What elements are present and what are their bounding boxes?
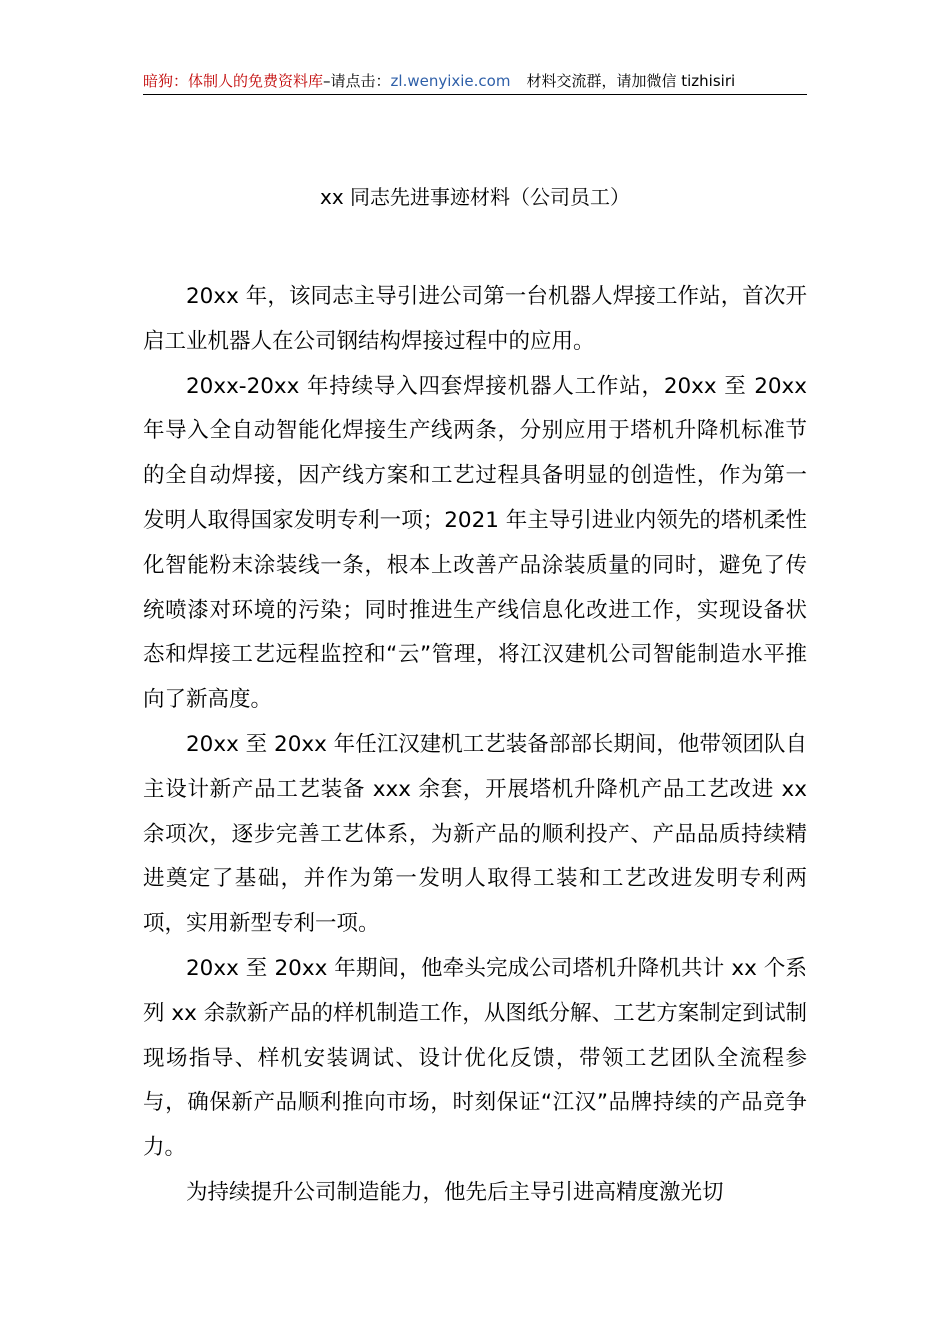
document-title: xx 同志先进事迹材料（公司员工） <box>319 185 631 209</box>
document-body <box>143 275 807 1216</box>
page-header <box>143 70 807 95</box>
paragraph: 20xx 至 20xx 年期间，他牵头完成公司塔机升降机共计 xx 个系列 xx 余款新产品的样机制造工作，从图纸分解、工艺方案制定到试制现场指导、样机安装调试、设计优化反馈，带领工艺团队全流程参与，确保新产品顺利推向市场，时刻保证“江汉”品牌持续的产品竞争力。 <box>143 955 807 1161</box>
header-link[interactable]: zl.wenyixie.com <box>390 72 511 90</box>
paragraph: 20xx 至 20xx 年任江汉建机工艺装备部部长期间，他带领团队自主设计新产品工艺装备 xxx 余套，开展塔机升降机产品工艺改进 xx 余项次，逐步完善工艺体系，为新产品的顺利投产、产品品质持续精进奠定了基础，并作为第一发明人取得工装和工艺改进发明专利两项，实用新型专利一项。 <box>143 731 807 937</box>
paragraph: 为持续提升公司制造能力，他先后主导引进高精度激光切 <box>186 1179 724 1205</box>
paragraph: 20xx-20xx 年持续导入四套焊接机器人工作站，20xx 至 20xx 年导入全自动智能化焊接生产线两条，分别应用于塔机升降机标准节的全自动焊接，因产线方案和工艺过程具备明显的创造性，作为第一发明人取得国家发明专利一项；2021 年主导引进业内领先的塔机柔性化智能粉末涂装线一条，根本上改善产品涂装质量的同时，避免了传统喷漆对环境的污染；同时推进生产线信息化改进工作，实现设备状态和焊接工艺远程监控和“云”管理，将江汉建机公司智能制造水平推向了新高度。 <box>143 373 807 713</box>
header-brand: 暗狗：体制人的免费资料库 <box>143 72 324 90</box>
header-contact: 材料交流群，请加微信 tizhisiri <box>526 72 736 90</box>
header-prompt: –请点击： <box>323 72 391 90</box>
paragraph: 20xx 年，该同志主导引进公司第一台机器人焊接工作站，首次开启工业机器人在公司钢结构焊接过程中的应用。 <box>143 284 807 354</box>
